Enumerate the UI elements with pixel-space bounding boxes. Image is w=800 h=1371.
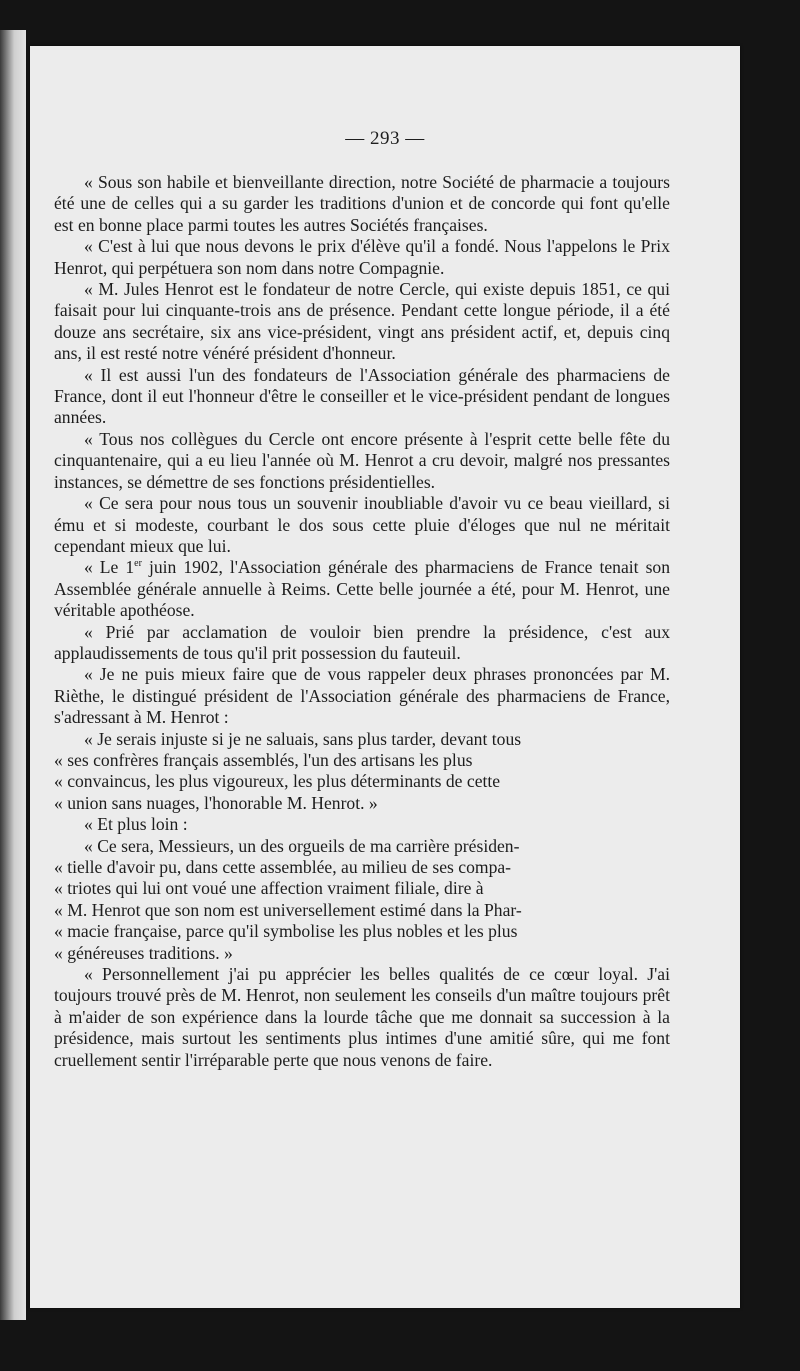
left-page-edge: [0, 30, 26, 1320]
book-page: [30, 46, 740, 1308]
quote-line: « union sans nuages, l'honorable M. Henrot. »: [54, 792, 378, 813]
closing-paragraph: « Personnellement j'ai pu apprécier les belles qualités de ce cœur loyal. J'ai toujours trouvé près de M. Henrot, non seulement les conseils d'un maître toujours prêt à m'aider de son expérience dans la lourde tâche que me donnait sa succession à la présidence, mais surtout les sentiments plus intimes d'une amitié sûre, qui me font cruellement sentir l'irréparable perte que nous venons de faire.: [54, 964, 670, 1070]
quote-line: « Ce sera, Messieurs, un des orgueils de ma carrière présiden-: [84, 835, 520, 856]
paragraph: « Il est aussi l'un des fondateurs de l'Association générale des pharmaciens de France, dont il eut l'honneur d'être le conseiller et le vice-président pendant de longues années.: [54, 364, 670, 428]
june-after: juin 1902, l'Association générale des pharmaciens de France tenait son Assemblée générale annuelle à Reims. Cette belle journée a été, pour M. Henrot, une véritable apothéose.: [54, 557, 671, 621]
quote-line: « convaincus, les plus vigoureux, les plus déterminants de cette: [54, 771, 501, 792]
paragraph: « Tous nos collègues du Cercle ont encore présente à l'esprit cette belle fête du cinquantenaire, qui a eu lieu l'année où M. Henrot a cru devoir, malgré nos pressantes instances, se démettre de ses fonctions présidentielles.: [54, 428, 670, 492]
quote-line: « ses confrères français assemblés, l'un des artisans les plus: [54, 749, 473, 770]
paragraph: « C'est à lui que nous devons le prix d'élève qu'il a fondé. Nous l'appelons le Prix Henrot, qui perpétuera son nom dans notre Compagnie.: [54, 236, 670, 278]
quote-line: « triotes qui lui ont voué une affection vraiment filiale, dire à: [54, 878, 484, 899]
quote-line: « M. Henrot que son nom est universellement estimé dans la Phar-: [54, 899, 522, 920]
paragraph: « Sous son habile et bienveillante direction, notre Société de pharmacie a toujours été une de celles qui a su garder les traditions d'union et de concorde qui font qu'elle est en bonne place parmi toutes les autres Sociétés françaises.: [54, 172, 670, 235]
quote-line: « tielle d'avoir pu, dans cette assemblée, au milieu de ses compa-: [54, 857, 512, 877]
june-superscript: er: [134, 558, 142, 570]
june-before: « Le 1: [84, 557, 135, 578]
page-number: — 293 —: [345, 128, 425, 149]
paragraph: « Je ne puis mieux faire que de vous rappeler deux phrases prononcées par M. Rièthe, le distingué président de l'Association générale des pharmaciens de France, s'adressant à M. Henrot :: [54, 664, 670, 728]
quote-line: « généreuses traditions. »: [54, 942, 233, 963]
paragraph: « Et plus loin :: [84, 814, 188, 835]
paragraph: « Prié par acclamation de vouloir bien prendre la présidence, c'est aux applaudissements de tous qu'il prit possession du fauteuil.: [54, 621, 670, 663]
paragraph: « Ce sera pour nous tous un souvenir inoubliable d'avoir vu ce beau vieillard, si ému et si modeste, courbant le dos sous cette pluie d'éloges que nul ne méritait cependant mieux que lui.: [54, 493, 670, 556]
quote-line: « macie française, parce qu'il symbolise les plus nobles et les plus: [54, 921, 518, 942]
quote-line: « Je serais injuste si je ne saluais, sans plus tarder, devant tous: [84, 728, 522, 749]
paragraph: « M. Jules Henrot est le fondateur de notre Cercle, qui existe depuis 1851, ce qui faisait pour lui cinquante-trois ans de présence. Pendant cette longue période, il a été douze ans secrétaire, six ans vice-président, vingt ans président actif, et, depuis cinq ans, il est resté notre vénéré président d'honneur.: [54, 279, 670, 364]
paragraph-june: [54, 557, 670, 621]
body-text: [54, 172, 670, 1071]
